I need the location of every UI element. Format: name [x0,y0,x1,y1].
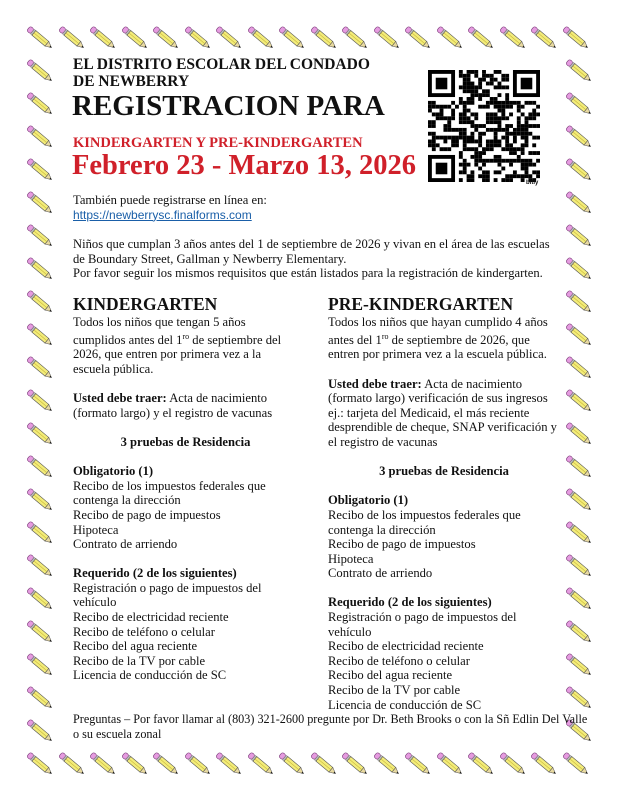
pencil-icon [56,750,88,778]
pencil-icon [24,123,56,151]
pencil-icon [24,156,56,184]
required-list [73,566,298,683]
footer-contact [73,712,603,741]
pencil-icon [24,651,56,679]
pencil-icon [560,750,592,778]
pencil-icon [563,585,595,613]
pencil-icon [24,453,56,481]
pencil-icon [24,222,56,250]
pencil-icon [119,24,151,52]
pencil-icon [182,24,214,52]
eligibility-b: de septiembre del 2026, que entren por primera vez a la escuela pública. [73,332,282,376]
pencil-icon [24,189,56,217]
page-title: REGISTRACION PARA [72,90,385,122]
ordinal-sup: ro [381,331,389,341]
section-heading: PRE-KINDERGARTEN [328,294,514,314]
mandatory-label: Obligatorio (1) [73,464,154,479]
pencil-icon [24,255,56,283]
pencil-icon [371,24,403,52]
list-item: Recibo del agua reciente [328,668,453,683]
district-line1: EL DISTRITO ESCOLAR DEL CONDADO [73,56,370,73]
pencil-icon [150,750,182,778]
required-list [328,595,560,712]
documents-list: Acta de nacimiento (formato largo) verificación de sus ingresos ej.: tarjeta del Medicaid, el más reciente desprendible de cheque, SNAP verificación y el registro de vacunas [328,376,557,449]
mandatory-list [328,493,560,581]
pencil-icon [24,24,56,52]
documents-label: Usted debe traer: [328,376,422,391]
footer-line: Preguntas – Por favor llamar al (803) 321-2600 pregunte por Dr. Beth Brooks o con la Sñ Edlin Del Valle [73,712,588,726]
pencil-icon [24,90,56,118]
pencil-icon [563,354,595,382]
eligibility-a: Todos los niños que hayan cumplido 4 años antes del 1 [328,315,548,347]
pencil-icon [24,585,56,613]
pencil-icon [150,24,182,52]
list-item: Recibo de electricidad reciente [328,639,484,654]
district-line2: DE NEWBERRY [73,73,190,90]
online-text: También puede registrarse en línea en: [73,193,267,207]
documents-list: Acta de nacimiento (formato largo) y el registro de vacunas [73,391,273,420]
list-item: Recibo de teléfono o celular [73,624,215,639]
pencil-icon [245,24,277,52]
pencil-icon [213,24,245,52]
pencil-icon [465,750,497,778]
pencil-icon [24,552,56,580]
pencil-icon [497,750,529,778]
pencil-icon [434,24,466,52]
pencil-icon [24,354,56,382]
documents-text [328,377,560,450]
pencil-icon [56,24,88,52]
list-item: Recibo de pago de impuestos [328,537,476,552]
intro-line: Por favor seguir los mismos requisitos que están listados para la registración de kindergarten. [73,266,543,281]
pencil-icon [563,288,595,316]
pencil-icon [276,24,308,52]
pencil-icon [497,24,529,52]
district-name [73,56,370,90]
registration-link[interactable]: https://newberrysc.finalforms.com [73,207,252,222]
required-label: Requerido (2 de los siguientes) [73,566,237,581]
pencil-icon [563,123,595,151]
pencil-icon [563,189,595,217]
pencil-icon [371,750,403,778]
list-item: Recibo de la TV por cable [73,653,206,668]
pencil-icon [308,24,340,52]
qr-label: bitly [526,180,539,186]
pencil-icon [465,24,497,52]
pencil-icon [276,750,308,778]
qr-code [428,70,540,182]
ordinal-sup: ro [182,331,190,341]
intro-line: de Boundary Street, Gallman y Newberry Elementary. [73,251,347,266]
list-item: Hipoteca [73,522,119,537]
pencil-icon [24,684,56,712]
eligibility-b: de septiembre de 2026, que entren por primera vez a la escuela pública. [328,332,547,362]
footer-line: o su escuela zonal [73,726,162,741]
pencil-icon [402,24,434,52]
eligibility-text [328,315,560,362]
list-item: Licencia de conducción de SC [73,668,227,683]
list-item: Hipoteca [328,551,374,566]
pencil-icon [563,684,595,712]
pencil-icon [563,552,595,580]
pencil-icon [563,453,595,481]
pencil-icon [563,618,595,646]
pencil-icon [563,651,595,679]
subtitle: KINDERGARTEN Y PRE-KINDERGARTEN [73,135,363,151]
mandatory-label: Obligatorio (1) [328,493,409,508]
pencil-icon [563,57,595,85]
registration-dates: Febrero 23 - Marzo 13, 2026 [72,150,417,181]
intro-paragraph [73,237,593,281]
mandatory-list [73,464,298,552]
pencil-icon [339,24,371,52]
kindergarten-column [73,294,298,698]
pencil-icon [24,519,56,547]
section-heading: KINDERGARTEN [73,294,218,314]
pencil-icon [245,750,277,778]
pencil-icon [402,750,434,778]
documents-label: Usted debe traer: [73,391,167,406]
list-item: Recibo de electricidad reciente [73,610,229,625]
pencil-icon [560,24,592,52]
pencil-icon [563,519,595,547]
pencil-icon [563,387,595,415]
list-item: Recibo de los impuestos federales que contenga la dirección [328,507,521,537]
pencil-icon [24,750,56,778]
list-item: Recibo de la TV por cable [328,683,461,698]
required-label: Requerido (2 de los siguientes) [328,595,492,610]
pencil-icon [339,750,371,778]
list-item: Recibo del agua reciente [73,639,198,654]
pencil-icon [24,288,56,316]
intro-line: Niños que cumplan 3 años antes del 1 de septiembre de 2026 y vivan en el área de las escuelas [73,237,550,251]
pencil-icon [24,717,56,745]
eligibility-a: Todos los niños que tengan 5 años cumplidos antes del 1 [73,315,246,347]
pencil-icon [528,24,560,52]
prekindergarten-column [328,294,560,727]
proofs-heading: 3 pruebas de Residencia [120,434,251,449]
pencil-icon [24,420,56,448]
pencil-icon [87,750,119,778]
list-item: Contrato de arriendo [73,537,178,552]
list-item: Recibo de teléfono o celular [328,653,470,668]
pencil-icon [24,387,56,415]
list-item: Licencia de conducción de SC [328,697,482,712]
pencil-icon [563,321,595,349]
pencil-icon [87,24,119,52]
pencil-icon [24,618,56,646]
pencil-icon [563,486,595,514]
pencil-icon [563,90,595,118]
pencil-icon [308,750,340,778]
pencil-icon [24,57,56,85]
pencil-icon [24,321,56,349]
eligibility-text [73,315,298,377]
pencil-icon [24,486,56,514]
pencil-icon [434,750,466,778]
pencil-icon [213,750,245,778]
pencil-icon [563,156,595,184]
list-item: Registración o pago de impuestos del vehículo [73,580,262,610]
list-item: Contrato de arriendo [328,566,433,581]
list-item: Recibo de pago de impuestos [73,507,221,522]
proofs-heading: 3 pruebas de Residencia [379,464,509,479]
pencil-icon [182,750,214,778]
pencil-icon [563,420,595,448]
documents-text [73,391,298,420]
list-item: Recibo de los impuestos federales que contenga la dirección [73,478,266,508]
online-registration [73,193,267,222]
list-item: Registración o pago de impuestos del vehículo [328,610,517,639]
pencil-icon [528,750,560,778]
pencil-icon [119,750,151,778]
